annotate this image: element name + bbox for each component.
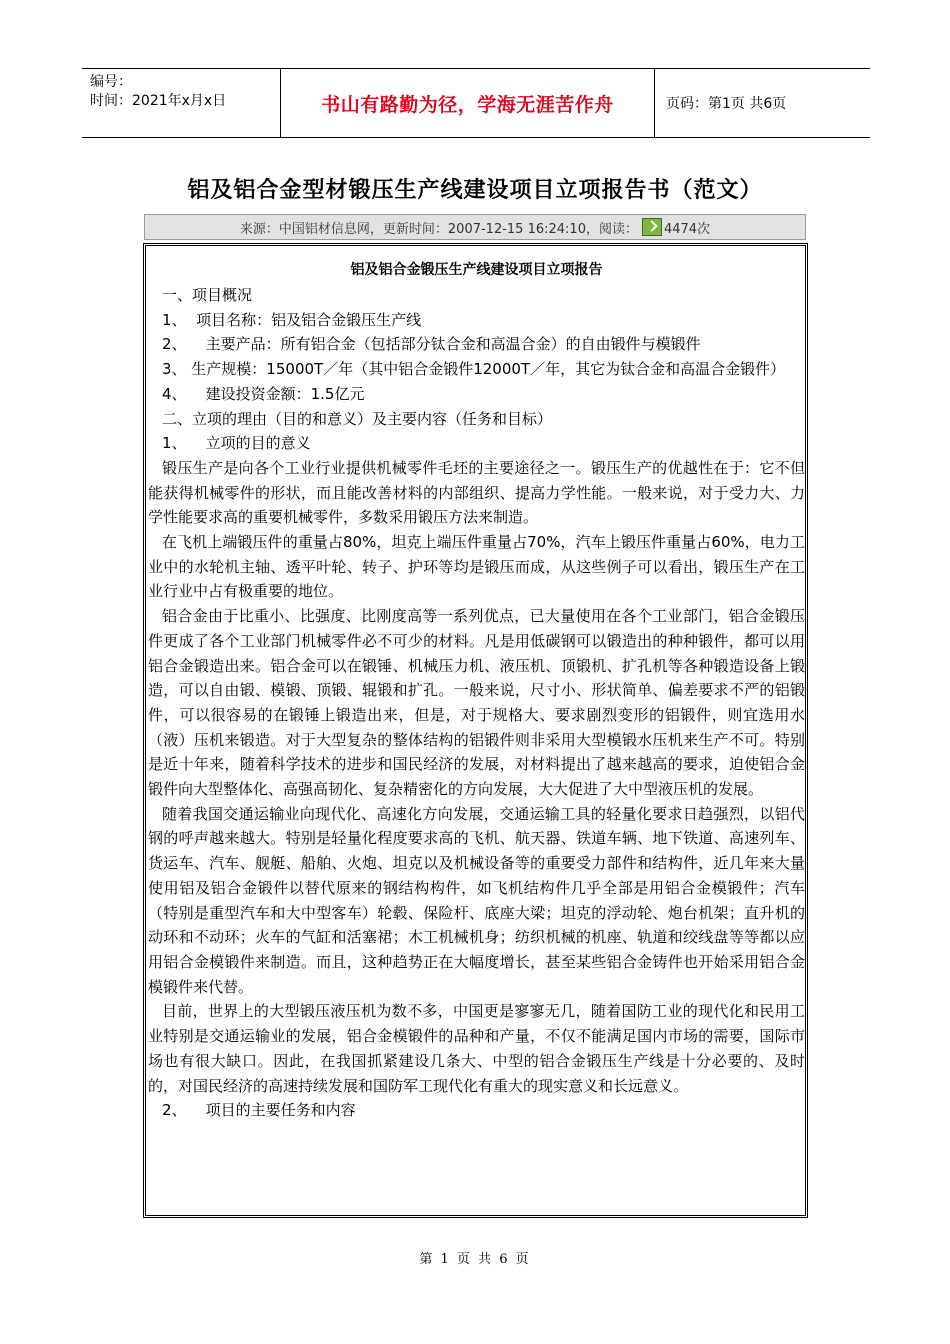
header-band bbox=[82, 68, 870, 138]
article-subtitle: 铝及铝合金锻压生产线建设项目立项报告 bbox=[350, 262, 603, 278]
paragraph: 在飞机上端锻压件的重量占80%，坦克上端压件重量占70%，汽车上锻压件重量占60%，电力工业中的水轮机主轴、透平叶轮、转子、护环等均是锻压而成，从这些例子可以看出，锻压生产在工业行业中占有极重要的地位。 bbox=[148, 533, 805, 601]
header-motto: 书山有路勤为径，学海无涯苦作舟 bbox=[321, 93, 614, 116]
list-item: 4、 建设投资金额：1.5亿元 bbox=[162, 384, 365, 403]
paragraph: 目前，世界上的大型锻压液压机为数不多，中国更是寥寥无几，随着国防工业的现代化和民用工业特别是交通运输业的发展，铝合金模锻件的品种和产量，不仅不能满足国内市场的需要，国际市场也有很大缺口。因此，在我国抓紧建设几条大、中型的铝合金锻压生产线是十分必要的、及时的，对国民经济的高速持续发展和国防军工现代化有重大的现实意义和长远意义。 bbox=[148, 1002, 805, 1095]
section-heading: 一、项目概况 bbox=[162, 286, 253, 304]
header-meta bbox=[90, 73, 226, 111]
read-count: 4474次 bbox=[663, 221, 711, 237]
page-footer: 第 1 页 共 6 页 bbox=[419, 1252, 531, 1267]
document-title: 铝及铝合金型材锻压生产线建设项目立项报告书（范文） bbox=[187, 178, 763, 203]
paragraph: 锻压生产是向各个工业行业提供机械零件毛坯的主要途径之一。锻压生产的优越性在于：它不但能获得机械零件的形状，而且能改善材料的内部组织、提高力学性能。一般来说，对于受力大、力学性能要求高的重要机械零件，多数采用锻压方法来制造。 bbox=[148, 458, 805, 527]
subsection-heading: 2、 项目的主要任务和内容 bbox=[162, 1101, 356, 1120]
list-item: 3、 生产规模：15000T／年（其中铝合金锻件12000T／年，其它为钛合金和高温合金锻件） bbox=[162, 360, 786, 379]
header-divider bbox=[654, 69, 655, 137]
header-page-number: 页码：第1页 共6页 bbox=[666, 96, 787, 112]
list-item: 2、 主要产品：所有铝合金（包括部分钛合金和高温合金）的自由锻件与模锻件 bbox=[162, 335, 701, 354]
article-body bbox=[146, 260, 807, 1123]
paragraph: 随着我国交通运输业向现代化、高速化方向发展，交通运输工具的轻量化要求日趋强烈，以铝代钢的呼声越来越大。特别是轻量化程度要求高的飞机、航天器、铁道车辆、地下铁道、高速列车、货运车、汽车、舰艇、船舶、火炮、坦克以及机械设备等的重要受力部件和结构件，近几年来大量使用铝及铝合金锻件以替代原来的钢结构构件，如飞机结构件几乎全部是用铝合金模锻件；汽车（特别是重型汽车和大中型客车）轮毂、保险杆、底座大梁；坦克的浮动轮、炮台机架；直升机的动环和不动环；火车的气缸和活塞裙；木工机械机身；纺织机械的机座、轨道和绞线盘等等都以应用铝合金模锻件来制造。而且，这种趋势正在大幅度增长，甚至某些铝合金铸件也开始采用铝合金模锻件来代替。 bbox=[148, 804, 805, 996]
paragraph: 铝合金由于比重小、比强度、比刚度高等一系列优点，已大量使用在各个工业部门，铝合金锻压件更成了各个工业部门机械零件必不可少的材料。凡是用低碳钢可以锻造出的种种锻件，都可以用铝合金锻造出来。铝合金可以在锻锤、机械压力机、液压机、顶锻机、扩孔机等各种锻造设备上锻造，可以自由锻、模锻、顶锻、辊锻和扩孔。一般来说，尺寸小、形状简单、偏差要求不严的铝锻件，可以很容易的在锻锤上锻造出来，但是，对于规格大、要求剧烈变形的铝锻件，则宜选用水（液）压机来锻造。对于大型复杂的整体结构的铝锻件则非采用大型模锻水压机来生产不可。特别是近十年来，随着科学技术的进步和国民经济的发展，对材料提出了越来越高的要求，迫使铝合金锻件向大型整体化、高强高韧化、复杂精密化的方向发展，大大促进了大中型液压机的发展。 bbox=[148, 607, 805, 799]
article-box bbox=[143, 243, 808, 1218]
read-count-icon bbox=[642, 218, 662, 236]
section-heading: 二、立项的理由（目的和意义）及主要内容（任务和目标） bbox=[162, 409, 553, 428]
source-bar bbox=[144, 214, 806, 240]
time-label: 时间：2021年x月x日 bbox=[90, 93, 227, 109]
list-item: 1、 项目名称：铝及铝合金锻压生产线 bbox=[162, 310, 422, 329]
number-label: 编号： bbox=[90, 74, 132, 90]
subsection-heading: 1、 立项的目的意义 bbox=[162, 434, 311, 453]
source-text: 来源：中国铝材信息网，更新时间：2007-12-15 16:24:10，阅读： bbox=[239, 221, 638, 237]
